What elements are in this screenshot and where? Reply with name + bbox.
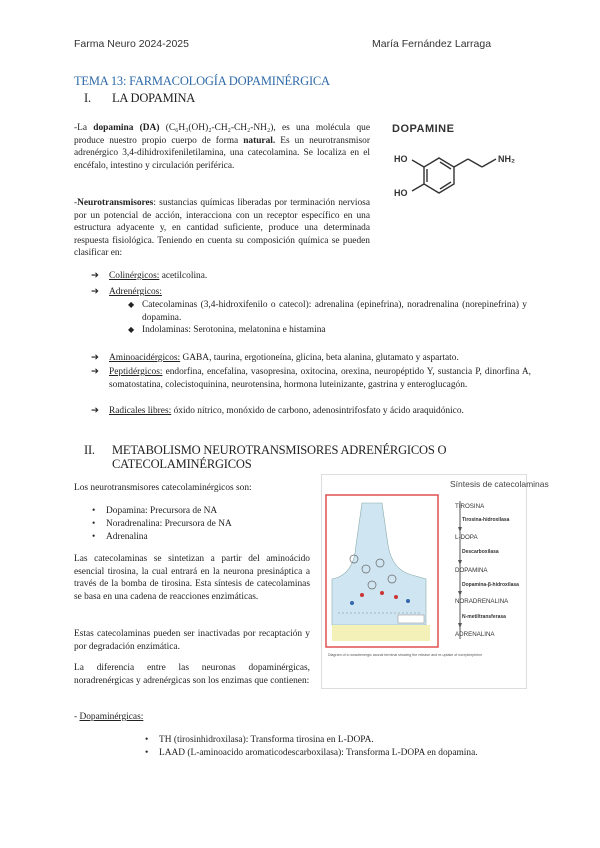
list-item: ◆ Catecolaminas (3,4-hidroxifenilo o catecol): adrenalina (epinefrina), noradrenalina (norepinefrina) y dopamina.: [128, 300, 527, 323]
list-item: ➔ Colinérgicos: acetilcolina.: [91, 271, 208, 281]
dopaminergic-label: - Dopaminérgicas:: [74, 712, 144, 722]
section1-numeral: I.: [84, 91, 91, 105]
list-item: ➔ Peptidérgicos: endorfina, encefalina, vasopresina, oxitocina, orexina, neuropéptido Y, sustancia P, dinorfina A, somatostatina, colecistoquinina, neurotensina, hormona luteinizante, gastrina y enteroglucagón.: [91, 367, 531, 390]
dopamine-image-title: DOPAMINE: [392, 123, 455, 135]
figure-title: Síntesis de catecolaminas: [450, 479, 549, 489]
list-item: ➔ Radicales libres: óxido nítrico, monóxido de carbono, adenosintrifosfato y ácido araquidónico.: [91, 406, 464, 416]
figure-caption: Diagram of a noradrenergic axonal terminal showing the release and re-uptake of norepinephrine: [328, 653, 483, 657]
dopamine-structure-image: [384, 112, 534, 216]
list-item: ◆ Indolaminas: Serotonina, melatonina e histamina: [128, 325, 326, 335]
enzyme-label: Dopamina-β-hidroxilasa: [462, 582, 519, 588]
list-item: • LAAD (L-aminoacido aromaticodescarboxilasa): Transforma L-DOPA en dopamina.: [145, 748, 478, 758]
enzyme-label: Descarboxilasa: [462, 549, 499, 555]
header-right: María Fernández Larraga: [372, 38, 492, 50]
paragraph-difference: La diferencia entre las neuronas dopaminérgicas, noradrenérgicas y adrenérgicas son los enzimas que contienen:: [74, 663, 310, 686]
header-left: Farma Neuro 2024-2025: [74, 38, 189, 50]
list-item: • Adrenalina: [92, 532, 148, 542]
step-label: ADRENALINA: [455, 631, 495, 638]
step-label: L-DOPA: [455, 534, 478, 541]
step-label: NORADRENALINA: [455, 598, 509, 605]
list-item: ➔ Adrenérgicos:: [91, 287, 162, 297]
enzyme-label: N-metiltransferasa: [462, 614, 506, 620]
step-label: DOPAMINA: [455, 567, 488, 574]
section2-intro: Los neurotransmisores catecolaminérgicos son:: [74, 483, 252, 493]
dopamine-intro: -La dopamina (DA) (C₆H₃(OH)₂-CH₂-CH₂-NH₂), es una molécula que produce nuestro propio cuerpo de forma natural. Es un neurotransmisor adrenérgico 3,4-dihidroxifeniletilamina, una catecolamina. Se localiza en el encéfalo, intestino y circulación periférica.: [74, 123, 370, 171]
enzyme-label: Tirosina-hidroxilasa: [462, 517, 510, 523]
neurotransmitter-def-text: : sustancias químicas liberadas por terminación nerviosa por un potencial de acción, interacciona con un receptor específico en una estructura adyacente y, en cantidad suficiente, produce una determinada respuesta fisiológica. Teniendo en cuenta su composición química se pueden clasificar en:: [74, 198, 370, 259]
list-item: • Noradrenalina: Precursora de NA: [92, 519, 232, 529]
ho-top-label: HO: [394, 154, 408, 164]
topic-title: TEMA 13: FARMACOLOGÍA DOPAMINÉRGICA: [74, 74, 330, 88]
nh2-label: NH₂: [498, 154, 515, 164]
paragraph-inactivation: Estas catecolaminas pueden ser inactivadas por recaptación y por degradación enzimática.: [74, 629, 310, 652]
section2-title-line2: CATECOLAMINÉRGICOS: [112, 457, 252, 471]
list-item: ➔ Aminoacidérgicos: GABA, taurina, ergotioneína, glicina, beta alanina, glutamato y aspartato.: [91, 353, 459, 363]
list-item: • Dopamina: Precursora de NA: [92, 506, 218, 516]
section2-title-line1: METABOLISMO NEUROTRANSMISORES ADRENÉRGICOS O: [112, 443, 447, 457]
ho-bottom-label: HO: [394, 188, 408, 198]
catecholamine-synthesis-figure: [321, 474, 549, 689]
section2-numeral: II.: [84, 443, 95, 457]
step-label: TIROSINA: [455, 503, 485, 510]
section1-title: LA DOPAMINA: [112, 91, 196, 105]
list-item: • TH (tirosinhidroxilasa): Transforma tirosina en L-DOPA.: [145, 735, 374, 745]
paragraph-synthesis: Las catecolaminas se sintetizan a partir del aminoácido esencial tirosina, la cual entrará en la neurona presináptica a través de la bomba de tirosina. Esta síntesis de catecolaminas se basa en una cadena de reacciones enzimáticas.: [74, 554, 310, 602]
neurotransmitter-def-part1: -Neurotransmisores: sustancias químicas liberadas por terminación nerviosa por un potencial de acción, interacciona con un receptor específico en una estructura adyacente y, en cantidad suficiente, produce una determinada respuesta fisiológica. Teniendo en cuenta su composición química se pueden clasificar en:: [74, 198, 370, 259]
